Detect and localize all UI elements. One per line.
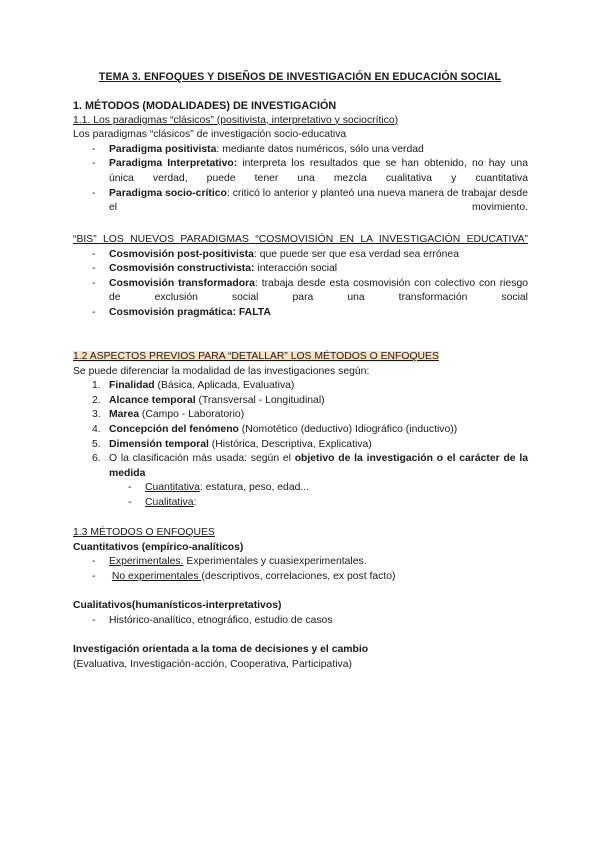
quantitative-heading: Cuantitativos (empírico-analíticos) [73, 541, 244, 553]
qualitative-list [73, 614, 528, 629]
decision-heading: Investigación orientada a la toma de decisiones y el cambio [73, 644, 369, 655]
paragraph: Los paradigmas “clásicos” de investigación socio-educativa [73, 129, 347, 141]
paragraph: Se puede diferenciar la modalidad de las investigaciones según: [73, 365, 370, 377]
list-item: - Cualitativa: [73, 496, 528, 511]
section-heading: 1.2 ASPECTOS PREVIOS PARA “DETALLAR” LOS MÉTODOS O ENFOQUES [73, 351, 439, 362]
list-item: 3. Marea (Campo - Laboratorio) [92, 409, 245, 421]
list-item: - Paradigma socio-crítico: criticó lo anterior y planteó una nueva manera de trabajar desde el movimiento. [73, 187, 528, 216]
list-item: - Cosmovisión pragmática: FALTA [73, 306, 528, 321]
list-item: - Paradigma positivista: mediante datos numéricos, sólo una verdad [73, 143, 528, 158]
numbered-list [73, 379, 528, 481]
section-1-2 [73, 350, 528, 511]
list-item: - Cosmovisión transformadora: trabaja desde esta cosmovisión con colectivo con riesgo de exclusión social para una transformación social [73, 277, 528, 306]
section-1-3 [73, 526, 528, 584]
qualitative-section [73, 599, 528, 628]
document-title: TEMA 3. ENFOQUES Y DISEÑOS DE INVESTIGACIÓN EN EDUCACIÓN SOCIAL [98, 71, 502, 83]
list-item: - Cuantitativa: estatura, peso, edad... [73, 481, 528, 496]
subsection-heading: 1.1. Los paradigmas “clásicos” (positivista, interpretativo y sociocrítico) [73, 114, 399, 126]
qualitative-heading: Cualitativos(humanísticos-interpretativos) [73, 600, 282, 611]
section-heading: 1.3 MÉTODOS O ENFOQUES [73, 527, 215, 538]
decision-section [73, 643, 528, 672]
list-item: 4. Concepción del fenómeno (Nomotético (deductivo) Idiográfico (inductivo)) [92, 423, 458, 435]
list-item: - Cosmovisión constructivista: interacción social [73, 262, 528, 277]
paradigm-list [73, 143, 528, 216]
section-1 [73, 99, 528, 216]
list-item: - Cosmovisión post-positivista: que puede ser que esa verdad sea errónea [73, 248, 528, 263]
quantitative-list [73, 555, 528, 584]
list-item: 1. Finalidad (Básica, Aplicada, Evaluativa) [92, 380, 295, 392]
list-item: - No experimentales (descriptivos, correlaciones, ex post facto) [73, 570, 528, 585]
section-bis [73, 233, 528, 321]
list-item: - Paradigma Interpretativo: interpreta los resultados que se han obtenido, no hay una única verdad, puede tener una mezcla cualitativa y cuantitativa [73, 157, 528, 186]
paragraph: (Evaluativa, Investigación-acción, Cooperativa, Participativa) [73, 658, 352, 670]
list-item: 2. Alcance temporal (Transversal - Longitudinal) [92, 394, 325, 406]
list-item: 5. Dimensión temporal (Histórica, Descriptiva, Explicativa) [92, 438, 372, 450]
cosmovision-list [73, 248, 528, 321]
list-item: 6. O la clasificación más usada: según el objetivo de la investigación o el carácter de la medida [92, 453, 528, 479]
list-item: - Experimentales. Experimentales y cuasiexperimentales. [73, 555, 528, 570]
sub-list [73, 481, 528, 510]
list-item: - Histórico-analítico, etnográfico, estudio de casos [73, 614, 528, 629]
section-heading: 1. MÉTODOS (MODALIDADES) DE INVESTIGACIÓN [73, 100, 337, 112]
section-heading: “BIS” LOS NUEVOS PARADIGMAS “COSMOVISIÓN EN LA INVESTIGACIÓN EDUCATIVA” [73, 234, 528, 245]
